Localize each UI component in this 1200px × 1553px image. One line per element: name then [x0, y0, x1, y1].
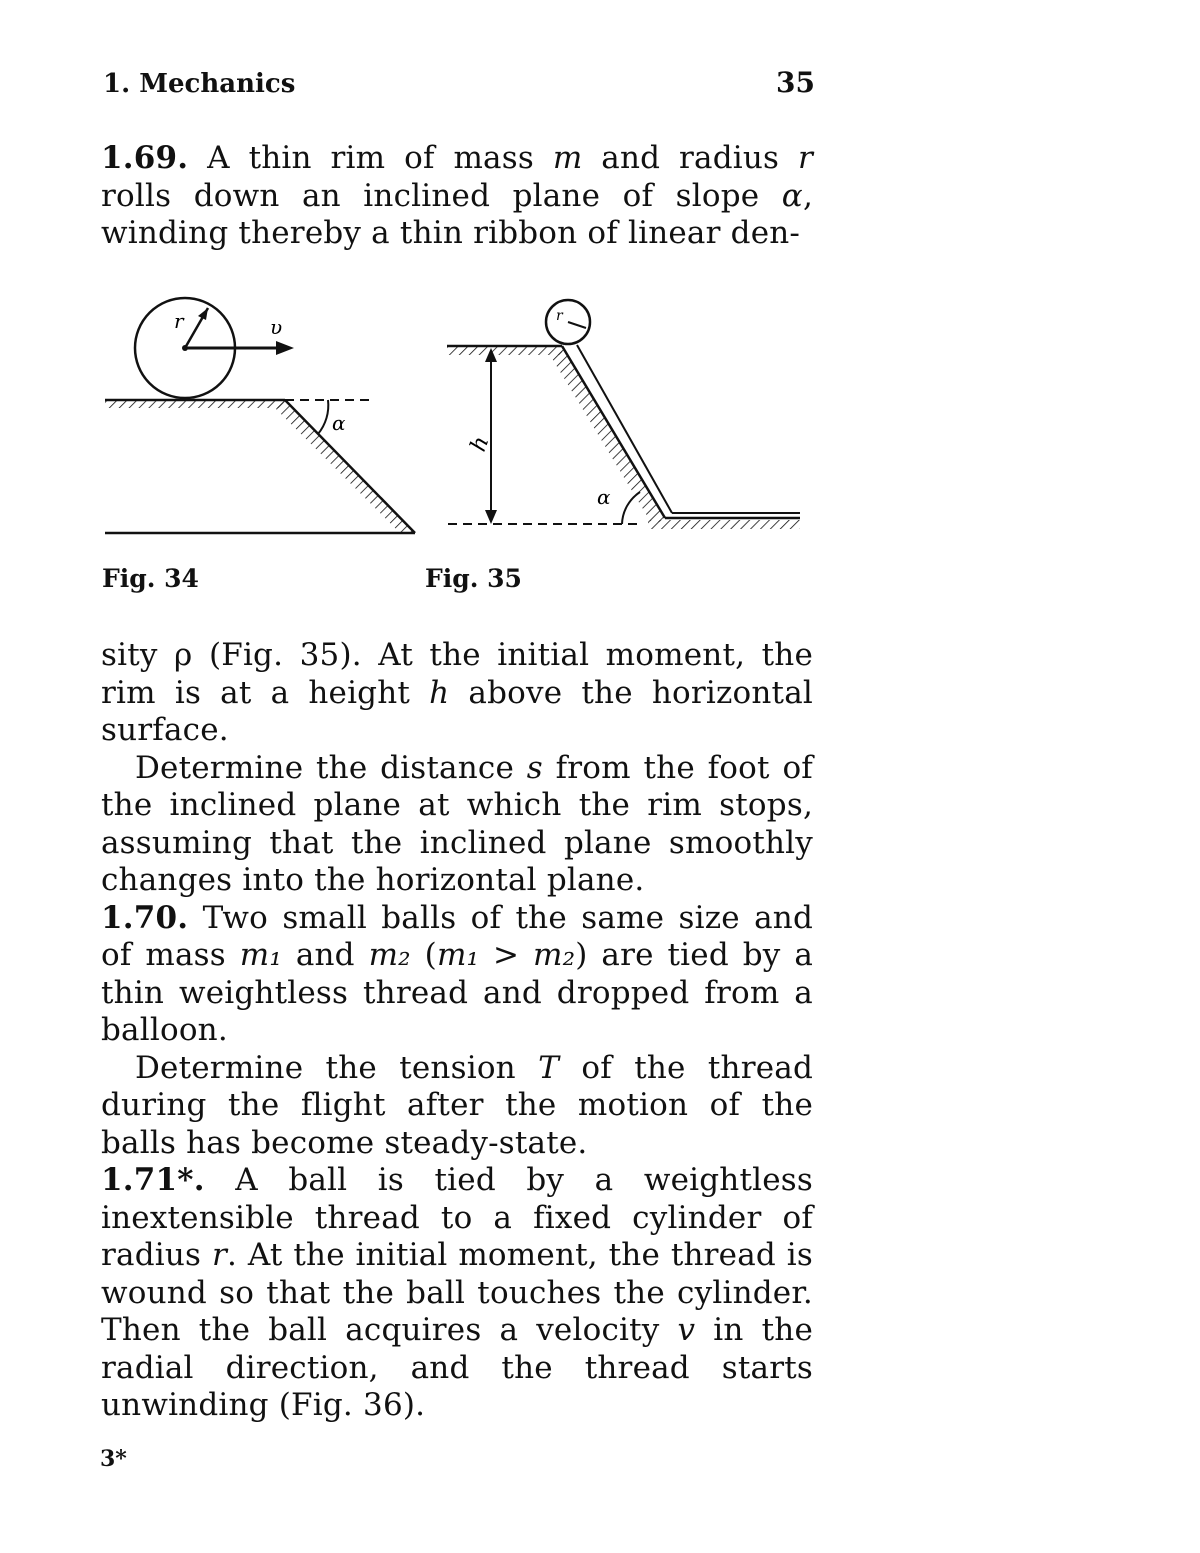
text-span: ( — [410, 937, 437, 973]
text-span: . At the initial moment, the thread is wound so that the ball touches the cylinder. Then the ball acquires a velocity — [101, 1237, 813, 1348]
symbol-v: v — [677, 1312, 696, 1348]
figures-row — [100, 288, 815, 608]
fig-34-caption — [102, 564, 199, 593]
problem-number: 1.71*. — [101, 1162, 205, 1198]
label-h: h — [465, 433, 495, 455]
text-span: A thin rim of mass — [188, 140, 553, 176]
paragraph — [101, 1162, 813, 1425]
text-span: Determine the distance — [135, 749, 527, 786]
problem-1-69-intro — [101, 140, 813, 253]
fig-caption-number: 34 — [164, 564, 199, 593]
text-span: ) are tied by a thin weightless thread and dropped from a balloon. — [101, 937, 814, 1048]
paragraph — [101, 637, 813, 750]
angle-arc — [318, 400, 328, 434]
symbol-m2: m₂ — [533, 937, 576, 973]
radius-arrowhead — [198, 308, 208, 320]
section-title: 1. Mechanics — [103, 69, 296, 99]
text-span: sity ρ (Fig. 35). At the initial moment, the rim is at a height — [101, 637, 813, 711]
paragraph — [101, 750, 813, 900]
fig-34-diagram — [105, 298, 415, 533]
text-span: rolls down an inclined plane of slope — [101, 177, 782, 214]
text-span: of the thread during the flight after the motion of the balls has become steady-state. — [101, 1049, 813, 1161]
signature-mark: 3* — [100, 1446, 127, 1472]
fig-35-diagram — [447, 300, 800, 529]
text-span: in the radial direction, and the thread starts unwinding (Fig. 36). — [101, 1312, 813, 1423]
fig-caption-number: 35 — [487, 564, 522, 593]
label-alpha-35: α — [597, 485, 611, 509]
label-r-small: r — [556, 308, 563, 324]
lower-surface-hatch — [648, 520, 800, 529]
problem-number: 1.70. — [101, 899, 189, 936]
rim-center — [182, 345, 188, 351]
symbol-m1: m₁ — [436, 937, 480, 973]
text-span: > — [479, 937, 534, 973]
text-span: from the foot of the inclined plane at which the rim stops, assuming that the inclined plane smoothly changes into the horizontal plane. — [101, 749, 813, 898]
symbol-h: h — [429, 674, 450, 711]
text-span: and — [281, 937, 369, 973]
fig-caption-prefix: Fig. — [102, 564, 156, 593]
fig-caption-prefix: Fig. — [425, 564, 479, 593]
fig-35-caption — [425, 564, 522, 593]
symbol-m: m — [552, 140, 583, 176]
symbol-alpha: α — [781, 177, 803, 214]
velocity-arrowhead — [276, 341, 294, 355]
page-header — [103, 66, 815, 99]
height-arrow-bottom — [485, 510, 497, 524]
problem-number: 1.69. — [101, 140, 189, 176]
paragraph — [101, 900, 813, 1050]
symbol-m2: m₂ — [368, 937, 411, 973]
symbol-m1: m₁ — [239, 937, 282, 973]
label-v: υ — [270, 315, 283, 339]
upper-surface-hatch — [447, 346, 562, 355]
ribbon-line — [577, 345, 672, 513]
incline-line — [285, 400, 415, 533]
figures-diagram — [100, 288, 815, 558]
symbol-s: s — [526, 749, 543, 786]
label-alpha: α — [332, 411, 346, 435]
small-radius — [568, 322, 586, 328]
text-span: A ball is tied by a weightless inextensible thread to a fixed cylinder of radius — [101, 1162, 813, 1273]
label-r: r — [174, 309, 184, 333]
symbol-r: r — [211, 1237, 227, 1273]
paragraph — [101, 1050, 813, 1163]
page-number: 35 — [776, 66, 815, 99]
text-span: and radius — [582, 140, 798, 176]
text-span: above the horizontal surface. — [101, 674, 814, 748]
main-text — [101, 637, 813, 1425]
slope-line — [562, 346, 665, 518]
symbol-T: T — [538, 1049, 560, 1086]
text-span: Two small balls of the same size and of mass — [101, 899, 813, 973]
text-span: , winding thereby a thin ribbon of linear den- — [101, 177, 813, 251]
text-span: Determine the tension — [135, 1049, 539, 1086]
symbol-r: r — [797, 140, 814, 176]
